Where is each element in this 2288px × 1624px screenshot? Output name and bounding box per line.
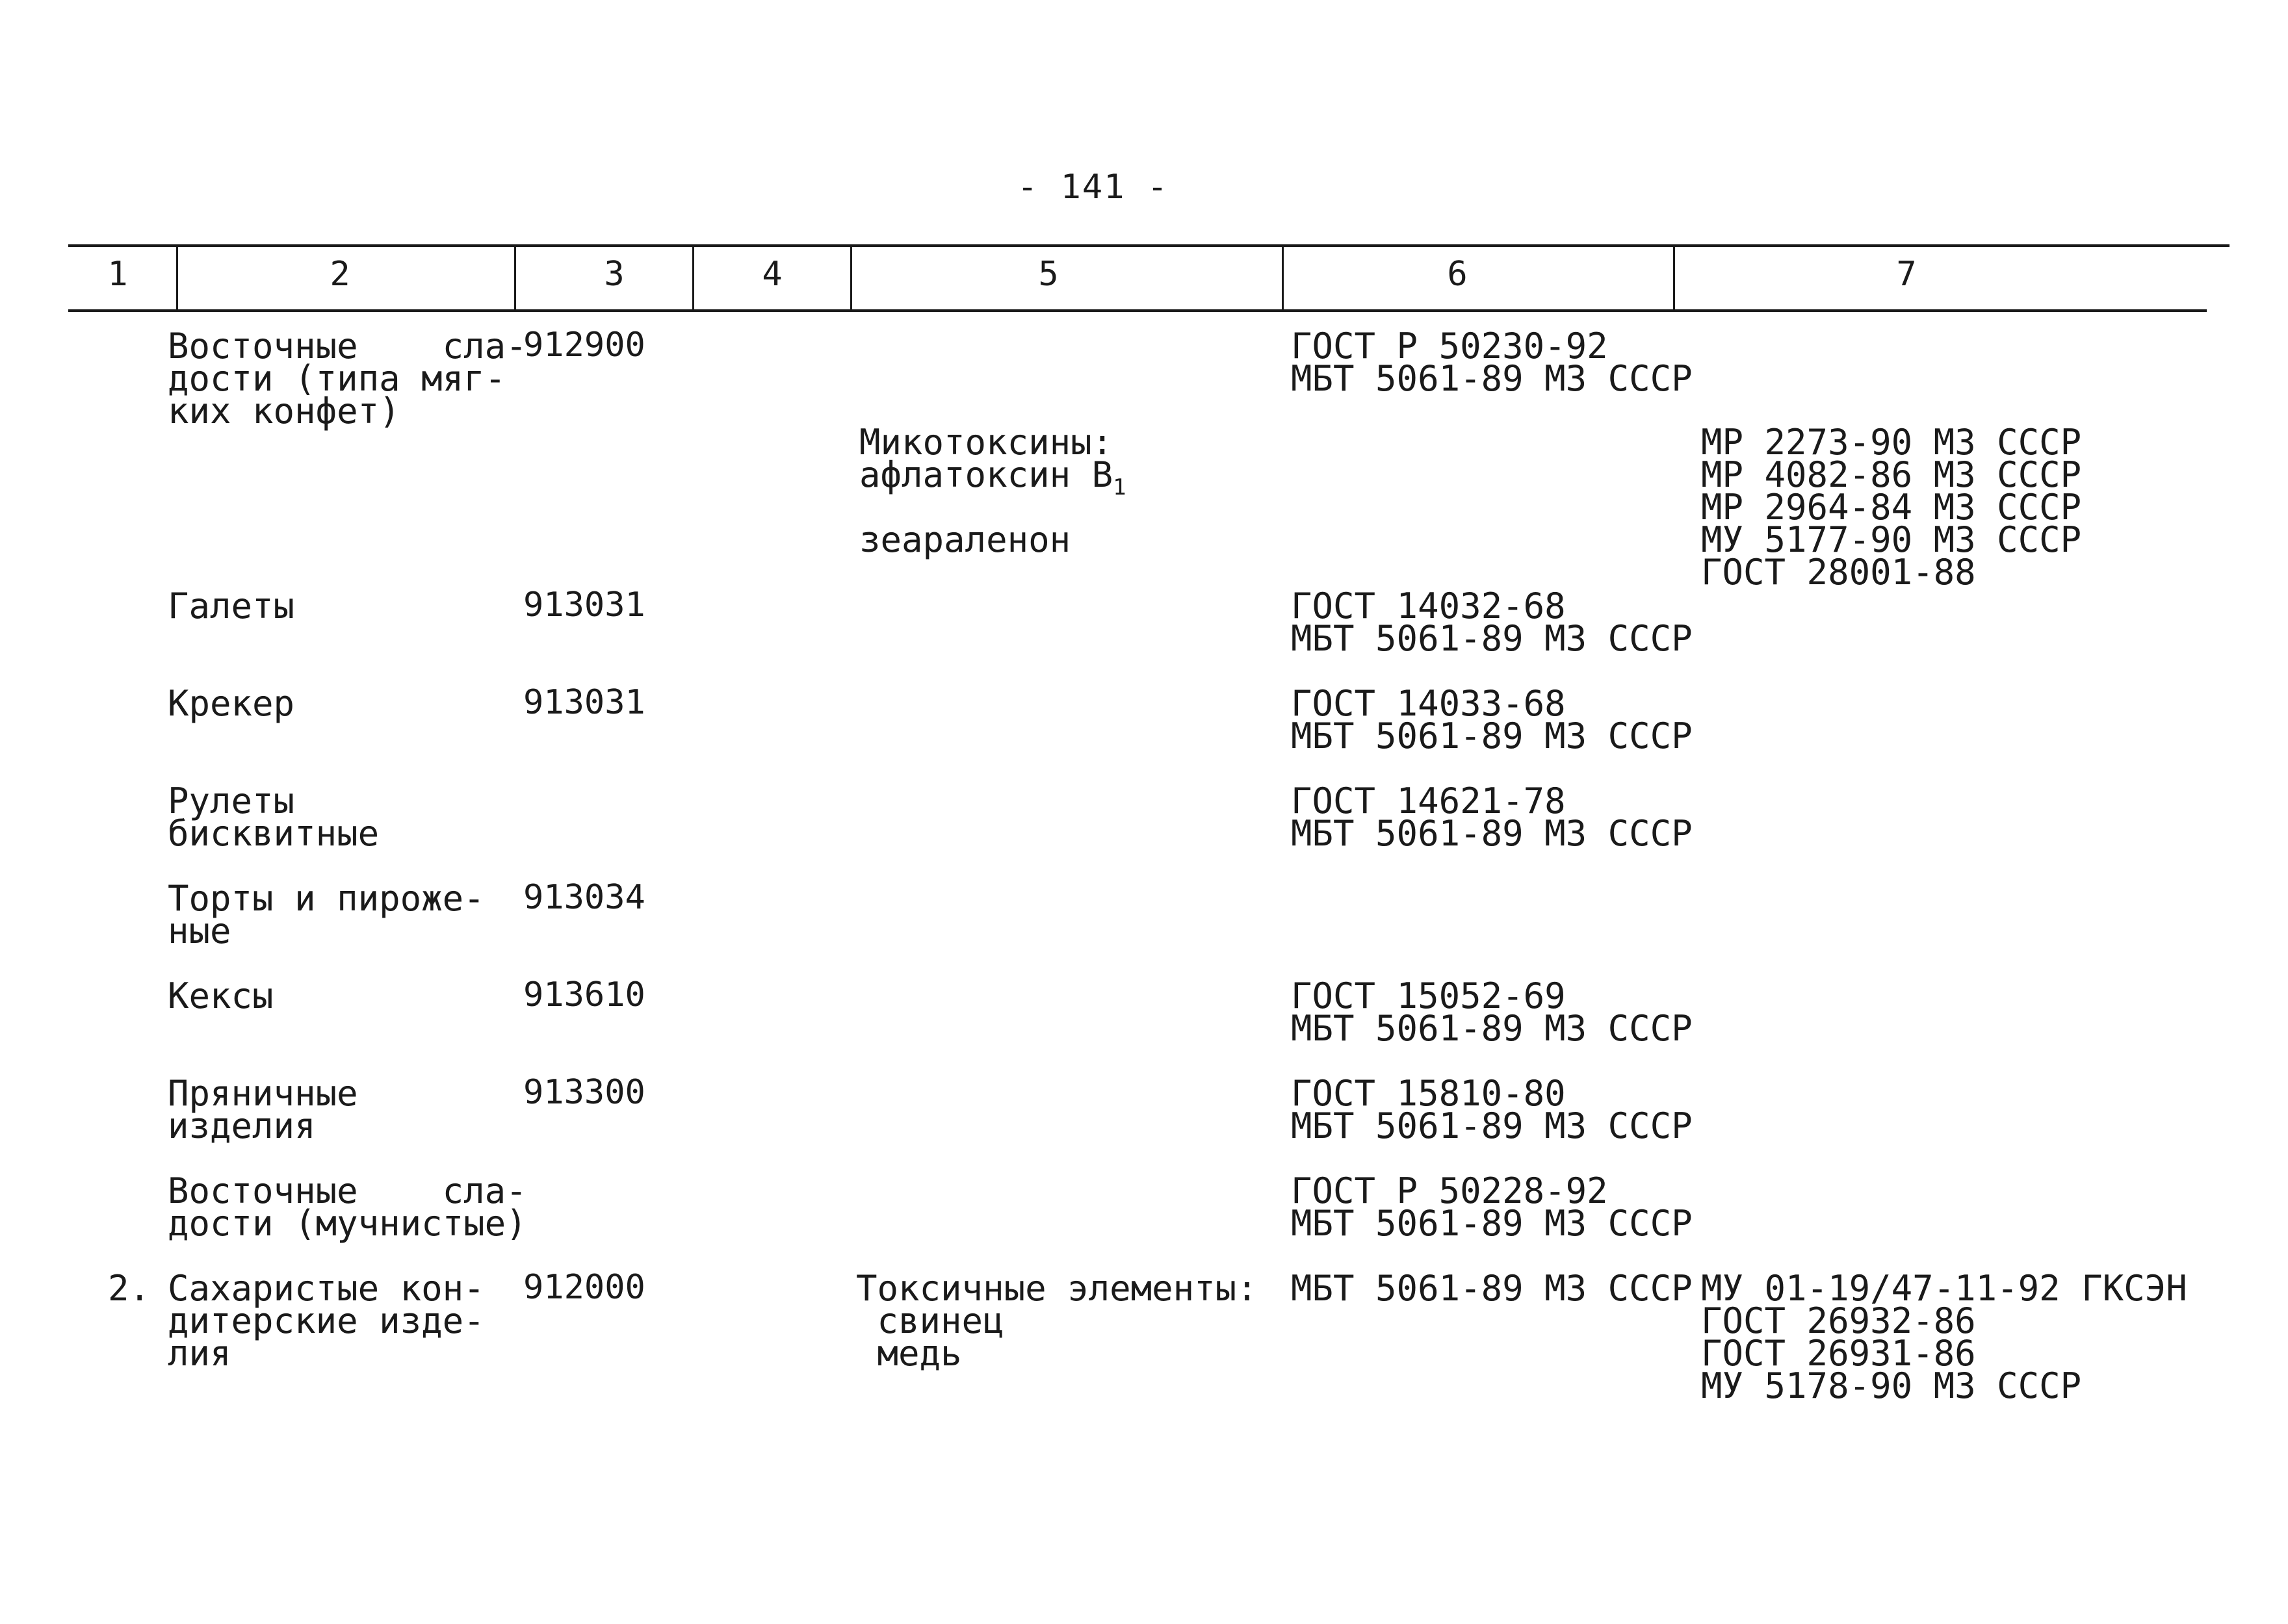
column-divider — [692, 246, 694, 311]
normative-doc: ГОСТ 14621-78 МБТ 5061-89 МЗ СССР — [1291, 780, 1693, 854]
column-header-2: 2 — [330, 255, 350, 294]
indicator-aflatoxin — [859, 454, 1126, 500]
column-divider — [1673, 246, 1675, 311]
product-name: Пряничные изделия — [168, 1073, 358, 1146]
column-header-5: 5 — [1038, 255, 1059, 294]
column-header-7: 7 — [1896, 255, 1917, 294]
product-name: Торты и пироже- ные — [168, 878, 485, 951]
product-name: Кексы — [168, 975, 274, 1016]
product-name: Галеты — [168, 586, 295, 626]
indicator-aflatoxin-label: афлатоксин B — [859, 454, 1113, 495]
method-doc: МУ 01-19/47-11-92 ГКСЭН ГОСТ 26932-86 ГОСТ 26931-86 МУ 5178-90 МЗ СССР — [1701, 1268, 2187, 1406]
normative-doc: ГОСТ 15810-80 МБТ 5061-89 МЗ СССР — [1291, 1073, 1693, 1146]
column-divider — [514, 246, 516, 311]
column-divider — [850, 246, 852, 311]
row-number: 2. — [108, 1268, 151, 1309]
product-name: Восточные сла- дости (типа мяг- ких конфет) — [168, 326, 527, 432]
indicator-title: Микотоксины: — [859, 422, 1113, 463]
product-code: 913034 — [523, 878, 645, 917]
normative-doc: ГОСТ 14032-68 МБТ 5061-89 МЗ СССР — [1291, 586, 1693, 659]
product-code: 912000 — [523, 1268, 645, 1307]
product-code: 912900 — [523, 326, 645, 365]
indicator-aflatoxin-subscript: 1 — [1113, 474, 1126, 500]
product-code: 913031 — [523, 683, 645, 722]
product-name: Рулеты бисквитные — [168, 780, 380, 854]
indicator-zearalenone: зеараленон — [859, 519, 1071, 560]
table-header-rule — [68, 309, 2207, 312]
column-header-4: 4 — [762, 255, 783, 294]
product-code: 913300 — [523, 1073, 645, 1112]
column-divider — [1282, 246, 1284, 311]
product-code: 913031 — [523, 586, 645, 625]
product-name: Крекер — [168, 683, 295, 724]
normative-doc: ГОСТ 14033-68 МБТ 5061-89 МЗ СССР — [1291, 683, 1693, 756]
product-name: Сахаристые кон- дитерские изде- лия — [168, 1268, 485, 1374]
product-name: Восточные сла- дости (мучнистые) — [168, 1170, 527, 1244]
method-doc: МР 2273-90 МЗ СССР МР 4082-86 МЗ СССР МР 2964-84 МЗ СССР МУ 5177-90 МЗ СССР ГОСТ 28001-88 — [1701, 422, 2082, 593]
column-header-6: 6 — [1447, 255, 1468, 294]
page-number: - 141 - — [1017, 168, 1169, 207]
product-code: 913610 — [523, 975, 645, 1014]
normative-doc: ГОСТ Р 50228-92 МБТ 5061-89 МЗ СССР — [1291, 1170, 1693, 1244]
normative-doc: ГОСТ Р 50230-92 МБТ 5061-89 МЗ СССР — [1291, 326, 1693, 399]
normative-doc: ГОСТ 15052-69 МБТ 5061-89 МЗ СССР — [1291, 975, 1693, 1049]
column-divider — [176, 246, 178, 311]
normative-doc: МБТ 5061-89 МЗ СССР — [1291, 1268, 1693, 1309]
indicator: Токсичные элементы: свинец медь — [856, 1268, 1258, 1374]
column-header-3: 3 — [604, 255, 625, 294]
table-top-rule — [68, 244, 2230, 247]
column-header-1: 1 — [107, 255, 128, 294]
